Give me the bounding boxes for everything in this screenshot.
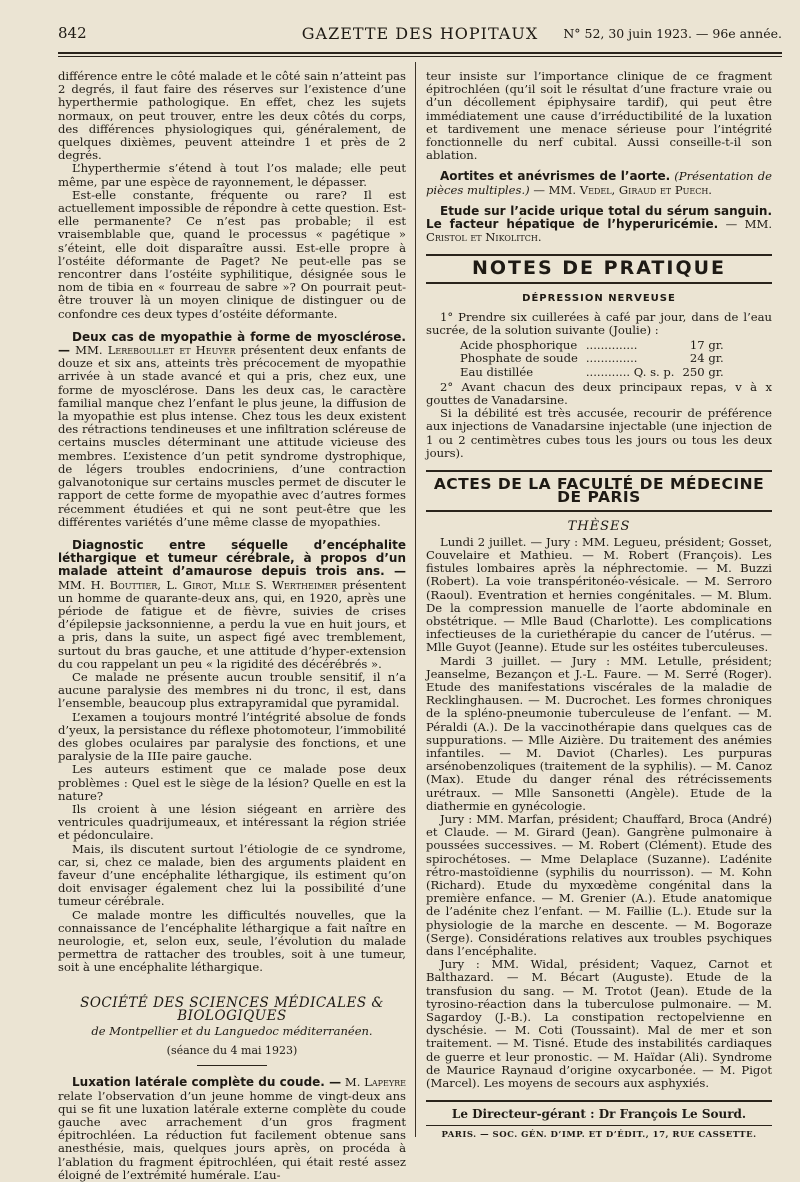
society-heading: SOCIÉTÉ DES SCIENCES MÉDICALES & BIOLOGIQUES [80, 994, 384, 1024]
ingredient: Phosphate de soude [460, 351, 578, 366]
page-header [58, 22, 782, 48]
society-subheading: de Montpellier et du Languedoc méditerranéen. [91, 1024, 373, 1039]
column-divider [415, 62, 416, 1137]
quantity: 24 gr. [689, 351, 724, 366]
article-title: Deux cas de myopathie à forme de myosclérose. — [58, 329, 406, 358]
paragraph: Si la débilité est très accusée, recourir de préférence aux injections de Vanadarsine injectable (une injection de 1 ou 2 centimètres cubes tous les jours ou tous les deux jours). [426, 406, 772, 460]
article-authors: — MM. Vedel, Giraud et Puech. [533, 182, 712, 197]
imprint-line: PARIS. — SOC. GÉN. D’IMP. ET D’ÉDIT., 17, RUE CASSETTE. [426, 1125, 772, 1142]
page-number: 842 [58, 24, 87, 42]
paragraph: Ce malade montre les difficultés nouvelles, que la connaissance de l’encéphalite léthargique a fait naître en neurologie, et, selon eux, seule, l’évolution du malade permettra de rattacher des troubles, soit à une tumeur, soit à une encéphalite léthargique. [58, 907, 406, 975]
article-body: présentent deux enfants de douze et six ans, atteints très précocement de myopathie arrivée à un stade avancé et qui a pris, chez eux, une forme de myosclérose. Dans les deux cas, le caractère familial manque chez l’enfant le plus jeune, la diffusion de la myopathie est plus intense. Chez tous les deux existent des rétractions tendineuses et une infiltration scléreuse de certains muscles déterminant une attitude vicieuse des membres. L’existence d’un petit syndrome dystrophique, de légers troubles endocriniens, d’une contraction galvanotonique sur certains muscles permet de discuter le rapport de cette forme de myopathie avec d’autres formes récemment étudiées et qui ne sont peut-être que les différentes variétés d’une même classe de myopathies. [58, 343, 407, 529]
article-title: Aortites et anévrismes de l’aorte. [440, 169, 671, 184]
leader-dots: ............ Q. s. p. [585, 364, 675, 379]
session-date: (séance du 4 mai 1923) [166, 1044, 298, 1058]
article-encephalite [58, 539, 406, 671]
paragraph: Ce malade ne présente aucun trouble sensitif, il n’a aucune paralysie des membres ni du tronc, il est, dans l’ensemble, beaucoup plus extrapyramidal que pyramidal. [58, 669, 406, 711]
paragraph: Les auteurs estiment que ce malade pose deux problèmes : Quel est le siège de la lésion? Quelle en est la nature? [58, 762, 406, 803]
theses-entry: Jury : MM. Widal, président; Vaquez, Carnot et Balthazard. — M. Bécart (Auguste). Etude de la transfusion du sang. — M. Trotot (Jean). Etude de la tyrosino-réaction dans la tuberculose pulmonaire. — M. Sagardoy (J.-B.). La constipation rectopelvienne en dyschésie. — M. Coti (Toussaint). Mal de mer et son traitement. — M. Tisné. Etude des instabilités cardiaques de guerre et leur pronostic. — M. Haïdar (Ali). Syndrome de Maurice Raynaud d’origine oxycarbonée. — M. Pigot (Marcel). Les moyens de secours aux asphyxiés. [426, 957, 772, 1091]
prescription-row [456, 366, 728, 379]
paragraph: Ils croient à une lésion siégeant en arrière des ventricules quadrijumeaux, et intéressant la région striée et pédonculaire. [58, 801, 406, 843]
theses-entry: Lundi 2 juillet. — Jury : MM. Legueu, président; Gosset, Couvelaire et Mathieu. — M. Robert (François). Les fistules lombaires après la néphrectomie. — M. Buzzi (Robert). La voie transpéritonéo-vésicale. — M. Serroro (Raoul). Eventration et hernies congénitales. — M. Blum. De la compression manuelle de l’aorte abdominale en obstétrique. — Mlle Baud (Charlotte). Les complications infectieuses de la curiethérapie du cancer de l’utérus. — Mlle Guyot (Jeanne). Etude sur les ostéites tuberculeuses. [426, 534, 772, 655]
quantity: 17 gr. [689, 338, 724, 353]
paragraph: Est-elle constante, fréquente ou rare? Il est actuellement impossible de répondre à cette question. Est-elle permanente? Ce n’est pas probable; il est vraisemblable que, quand le processus « pagétique » s’éteint, elle doit disparaître aussi. Est-elle propre à l’ostéite déformante de Paget? Ne peut-elle pas se rencontrer dans l’ostéite syphilitique, désignée sous le nom de tibia en « fourreau de sabre »? On pourrait peut-être trouver là un moyen clinique de distinguer ou de confondre ces deux types d’ostéite déformante. [58, 187, 406, 321]
theses-entry: Mardi 3 juillet. — Jury : MM. Letulle, président; Jeanselme, Bezançon et J.-L. Faure. — M. Serré (Roger). Etude des manifestations viscérales de la maladie de Recklinghausen. — M. Ducrochet. Les formes chroniques de la spléno-pneumonie tuberculeuse de l’enfant. — M. Péraldi (A.). De la vaccinothérapie dans quelques cas de suppurations. — Mlle Aizière. Du traitement des anémies infantiles. — M. Daviot (Charles). Les purpuras arsénobenzoliques (traitement de la syphilis). — M. Canoz (Max). Etude du danger rénal des rétrécissements urétraux. — Mlle Sansonetti (Angèle). Etude de la diathermie en gynécologie. [426, 653, 772, 813]
header-rule [58, 52, 782, 57]
article-authors: MM. Lereboullet et Heuyer [75, 343, 236, 358]
article-title: Etude sur l’acide urique total du sérum sanguin. Le facteur hépatique de l’hyperuricémie. [426, 203, 772, 232]
right-column [426, 70, 772, 1143]
leader-dots: .............. [585, 351, 638, 366]
article-authors: M. Lapeyre [344, 1075, 407, 1090]
article-body: relate l’observation d’un jeune homme de vingt-deux ans qui se fit une luxation latérale externe complète du coude gauche avec arrachement d’un gros fragment épitrochléen. La réduction fut facilement obtenue sans anesthésie, mais, quelques jours après, on procéda à l’ablation du fragment épitrochléen, qui était resté assez éloigné de l’extrémité humérale. L’au- [58, 1088, 406, 1182]
paragraph: L’examen a toujours montré l’intégrité absolue de fonds d’yeux, la persistance du réflexe photomoteur, l’immobilité des globes oculaires par paralysie des fonctions, et une paralysie de la IIIe paire gauche. [58, 709, 406, 764]
paragraph: teur insiste sur l’importance clinique de ce fragment épitrochléen (qu’il soit le résultat d’une fracture vraie ou d’un décollement épiphysaire tardif), qui peut être immédiatement une cause d’irréductibilité de la luxation et tardivement une menace sérieuse pour l’intégrité fonctionnelle du nerf cubital. Aussi conseille-t-il son ablation. [426, 69, 772, 163]
paragraph: Mais, ils discutent surtout l’étiologie de ce syndrome, car, si, chez ce malade, bien des arguments plaident en faveur d’une encéphalite léthargique, ils estiment qu’on doit envisager également chez lui la possibilité d’une tumeur cérébrale. [58, 841, 406, 909]
article-aortites [426, 170, 772, 196]
notes-subheading: DÉPRESSION NERVEUSE [522, 292, 676, 304]
article-acide-urique [426, 205, 772, 245]
quantity: 250 gr. [682, 364, 724, 379]
leader-dots: .............. [585, 338, 638, 353]
article-myopathie [58, 331, 406, 529]
short-rule [197, 1065, 267, 1066]
article-authors: MM. H. Bouttier, L. Girot, Mlle S. Wertheimer [58, 577, 338, 592]
left-column [58, 70, 406, 1182]
issue-info: N° 52, 30 juin 1923. — 96e année. [563, 26, 782, 41]
paragraph: différence entre le côté malade et le côté sain n’atteint pas 2 degrés, il faut faire des réserves sur l’existence d’une hyperthermie pathologique. En effet, chez les sujets normaux, on peut trouver, entre les deux côtés du corps, des différences physiologiques qui, généralement, de quelques dixièmes, peuvent atteindre 1 et près de 2 degrés. [58, 69, 406, 163]
paragraph: 2° Avant chacun des deux principaux repas, v à x gouttes de Vanadarsine. [426, 379, 772, 408]
paragraph: L’hyperthermie s’étend à tout l’os malade; elle peut même, par une espèce de rayonnement, le dépasser. [58, 161, 406, 189]
director-line: Le Directeur-gérant : Dr François Le Sourd. [426, 1100, 772, 1121]
paragraph: 1° Prendre six cuillerées à café par jour, dans de l’eau sucrée, de la solution suivante (Joulie) : [426, 309, 772, 338]
gazette-title: GAZETTE DES HOPITAUX [301, 24, 539, 43]
ingredient: Acide phosphorique [460, 338, 578, 353]
prescription-row [456, 352, 728, 365]
article-title: Luxation latérale complète du coude. — [72, 1075, 342, 1090]
article-luxation [58, 1076, 406, 1182]
notes-heading: NOTES DE PRATIQUE [426, 254, 772, 283]
prescription-table [456, 339, 728, 379]
faculty-heading: ACTES DE LA FACULTÉ DE MÉDECINE DE PARIS [426, 470, 772, 512]
article-body: présentent un homme de quarante-deux ans, qui, en 1920, après une période de fatigue et de fièvre, suivies de crises d’épilepsie jacksonnienne, a perdu la vue en huit jours, et a pris, dans la suite, un aspect figé avec tremblement, surtout du bras gauche, et une attitude d’hyper-extension du cou rappelant un peu « la rigidité des décérébrés ». [58, 577, 406, 671]
article-title: Diagnostic entre séquelle d’encéphalite léthargique et tumeur cérébrale, à propos d’un malade atteint d’amaurose depuis trois ans. — [58, 537, 406, 579]
theses-heading: THÈSES [567, 519, 631, 535]
article-authors: — MM. Cristol et Nikolitch. [426, 217, 772, 245]
theses-entry: Jury : MM. Marfan, président; Chauffard, Broca (André) et Claude. — M. Girard (Jean). Gangrène pulmonaire à poussées successives. — M. Robert (Clément). Etude des spirochétoses. — Mme Delaplace (Suzanne). L’adénite rétro-mastoïdienne (syphilis du nourrisson). — M. Kohn (Richard). Etude du myxœdème congénital dans la première enfance. — M. Grenier (A.). Etude anatomique de l’adénite chez l’enfant. — M. Faillie (L.). Etude sur la physiologie de la marche en descente. — M. Bogoraze (Serge). Considérations relatives aux troubles psychiques dans l’encéphalite. [426, 811, 772, 958]
article-note: (Présentation de pièces multiples.) [426, 169, 773, 197]
ingredient: Eau distillée [460, 364, 534, 379]
